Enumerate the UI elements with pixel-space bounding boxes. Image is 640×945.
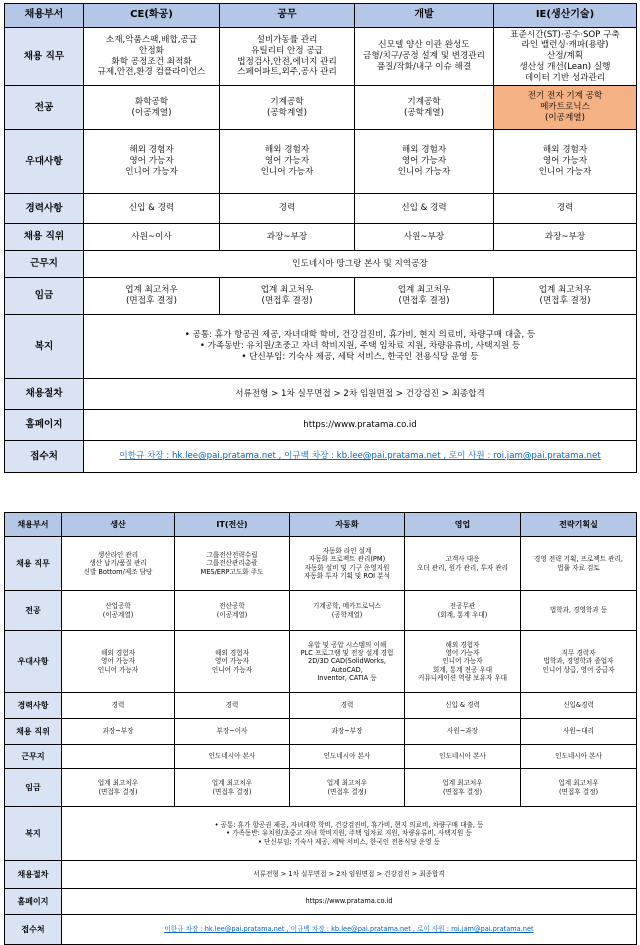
major-row [5,86,637,130]
preference-label: 우대사항 [5,130,84,194]
dept-col-development: 개발 [355,4,494,28]
duty-cell: 고객사 대응 오더 관리, 원가 관리, 투자 관리 [405,537,521,591]
duty-cell: 생산라인 관리 생산 납기/품질 관리 신발 Bottom/제조 담당 [62,537,175,591]
major-cell: 화학공학 (이공계열) [84,86,220,130]
career-row [5,693,637,719]
position-cell: 과장~부장 [62,719,175,745]
career-cell: 경력 [220,194,355,224]
location-row [5,251,637,278]
duty-cell: 소재,악품스팩,배합,공급 안정화 화학 공정조건 최적화 규제,안전,환경 컴플라이언스 [84,28,220,86]
preference-label: 우대사항 [5,631,62,693]
location-value: 인도네시아 땅그랑 본사 및 지역공장 [84,251,637,278]
salary-cell: 업계 최고처우 (면접후 결정) [175,769,290,807]
salary-cell: 업계 최고처우 (면접후 결정) [84,278,220,315]
welfare-row [5,807,637,861]
location-cell: 인도네시아 본사 [521,745,637,769]
major-label: 전공 [5,591,62,631]
preference-cell: 해외 경험자 영어 가능자 인니어 가능자 [494,130,637,194]
career-cell: 신입 & 경력 [84,194,220,224]
career-cell: 신입 & 경력 [405,693,521,719]
major-cell: 기계공학 (공학계열) [355,86,494,130]
contact-label: 접수처 [5,441,84,473]
major-cell: 기계공학 (공학계열) [220,86,355,130]
contact-label: 접수처 [5,915,62,945]
salary-label: 임금 [5,278,84,315]
position-label: 채용 직위 [5,719,62,745]
position-row [5,224,637,251]
preference-cell: 해외 경험자 영어 가능자 인니어 가능자 [62,631,175,693]
preference-cell: 해외 경험자 영어 가능자 인니어 가능자 [175,631,290,693]
welfare-value: • 공통: 휴가 항공권 제공, 자녀대학 학비, 건강검진비, 휴가비, 현지 의료비, 차량구매 대출, 등 • 가족동반: 유치원/초중고 자녀 학비지원, 주택 임차료 지원, 차량유류비, 사택지원 등 • 단신부임: 기숙사 제공, 세탁 서비스, 한국인 전용식당 운영 등 [84,315,637,379]
dept-col-it: IT(전산) [175,513,290,537]
homepage-link[interactable]: https://www.pratama.co.id [62,889,637,915]
duty-cell: 경영 전략 기획, 프로젝트 관리, 법률 자료 검토 [521,537,637,591]
salary-cell: 업계 최고처우 (면접후 결정) [290,769,405,807]
contact-row [5,441,637,473]
dept-col-ie: IE(생산기술) [494,4,637,28]
salary-row [5,769,637,807]
position-cell: 과장~부장 [290,719,405,745]
position-cell: 사원~대리 [521,719,637,745]
duty-cell: 설비가동률 관리 유틸리티 안정 공급 법정검사,안전,에너지 관리 스페어파트,외주,공사 관리 [220,28,355,86]
location-row [5,745,637,769]
career-cell: 경력 [175,693,290,719]
duty-cell: 자동화 라인 설계 자동화 프로젝트 관리(PM) 자동화 설비 및 기구 운영지원 자동화 투자 기획 및 ROI 분석 [290,537,405,591]
location-cell: 인도네시아 본사 [290,745,405,769]
position-cell: 부장~이사 [175,719,290,745]
preference-cell: 해외 경험자 영어 가능자 인니어 가능자 [220,130,355,194]
header-row [5,4,637,28]
major-row [5,591,637,631]
major-cell: 산업공학 (이공계열) [62,591,175,631]
duty-label: 채용 직무 [5,537,62,591]
position-cell: 사원~과장 [405,719,521,745]
process-value: 서류전형 > 1차 실무면접 > 2차 임원면접 > 건강검진 > 최종합격 [62,861,637,889]
duty-cell: 그룹전산전략수립 그룹전산관리총괄 MES/ERP고도화 주도 [175,537,290,591]
major-cell: 법학과, 경영학과 등 [521,591,637,631]
location-cell [62,745,175,769]
duty-row [5,537,637,591]
process-label: 채용절차 [5,861,62,889]
preference-row [5,130,637,194]
duty-label: 채용 직무 [5,28,84,86]
recruitment-table-1 [4,3,637,473]
process-label: 채용절차 [5,379,84,410]
location-cell: 인도네시아 본사 [405,745,521,769]
career-cell: 경력 [62,693,175,719]
dept-col-sales: 영업 [405,513,521,537]
welfare-value: • 공통: 휴가 항공권 제공, 자녀대학 학비, 건강검진비, 휴가비, 현지 의료비, 차량구매 대출, 등 • 가족동반: 유치원/초중고 자녀 학비지원, 주택 임차료 지원, 차량유류비, 사택지원 등 • 단신부임: 기숙사 제공, 세탁 서비스, 한국인 전용식당 운영 등 [62,807,637,861]
homepage-label: 홈페이지 [5,889,62,915]
recruitment-table-2 [4,512,637,945]
career-label: 경력사항 [5,693,62,719]
welfare-label: 복지 [5,315,84,379]
major-cell-highlight: 전기 전자 기계 공학 메카트로닉스 (이공계열) [494,86,637,130]
location-label: 근무지 [5,251,84,278]
welfare-label: 복지 [5,807,62,861]
dept-col-production: 생산 [62,513,175,537]
header-row [5,513,637,537]
career-cell: 경력 [494,194,637,224]
dept-col-strategy: 전략기획실 [521,513,637,537]
welfare-row [5,315,637,379]
major-cell: 기계공학, 메카트로닉스 (공학계열) [290,591,405,631]
preference-cell: 유압 및 공압 시스템의 이해 PLC 프로그램 및 전장 설계 경험 2D/3D CAD(SolidWorks, AutoCAD, Inventor, CATIA 등 [290,631,405,693]
salary-row [5,278,637,315]
salary-label: 임금 [5,769,62,807]
preference-cell: 해외 경험자 영어 가능자 인니어 가능자 회계, 통계 전공 우대 커뮤니케이션 역량 보유자 우대 [405,631,521,693]
position-cell: 과장~부장 [494,224,637,251]
salary-cell: 업계 최고처우 (면접후 결정) [220,278,355,315]
salary-cell: 업계 최고처우 (면접후 결정) [405,769,521,807]
career-row [5,194,637,224]
process-value: 서류전형 > 1차 실무면접 > 2차 임원면접 > 건강검진 > 최종합격 [84,379,637,410]
dept-col-automation: 자동화 [290,513,405,537]
position-cell: 사원~부장 [355,224,494,251]
career-cell: 신입&경력 [521,693,637,719]
salary-cell: 업계 최고처우 (면접후 결정) [62,769,175,807]
location-cell: 인도네시아 본사 [175,745,290,769]
dept-header: 채용부서 [5,513,62,537]
contact-emails[interactable]: 이한규 차장 : hk.lee@pai.pratama.net , 이규백 차장 : kb.lee@pai.pratama.net , 로이 사원 : roi.jam@pai.pratama.net [84,441,637,473]
homepage-label: 홈페이지 [5,410,84,441]
career-label: 경력사항 [5,194,84,224]
dept-col-ce: CE(화공) [84,4,220,28]
duty-cell: 신모델 양산 이관 완성도 금형/치구/공정 설계 및 변경관리 품질/작화/내구 이슈 해결 [355,28,494,86]
major-cell: 전공무관 (회계, 통계 우대) [405,591,521,631]
position-label: 채용 직위 [5,224,84,251]
contact-row [5,915,637,945]
position-cell: 사원~이사 [84,224,220,251]
dept-col-maintenance: 공무 [220,4,355,28]
preference-row [5,631,637,693]
preference-cell: 해외 경험자 영어 가능자 인니어 가능자 [84,130,220,194]
duty-row [5,28,637,86]
salary-cell: 업계 최고처우 (면접후 결정) [355,278,494,315]
salary-cell: 업계 최고처우 (면접후 결정) [494,278,637,315]
process-row [5,379,637,410]
major-label: 전공 [5,86,84,130]
process-row [5,861,637,889]
major-cell: 전산공학 (이공계열) [175,591,290,631]
homepage-link[interactable]: https://www.pratama.co.id [84,410,637,441]
preference-cell: 해외 경험자 영어 가능자 인니어 가능자 [355,130,494,194]
homepage-row [5,410,637,441]
salary-cell: 업계 최고처우 (면접후 결정) [521,769,637,807]
position-cell: 과장~부장 [220,224,355,251]
career-cell: 경력 [290,693,405,719]
career-cell: 신입 & 경력 [355,194,494,224]
position-row [5,719,637,745]
preference-cell: 직무 경력자 법학과, 경영학과 졸업자 인니어 상급, 영어 중급자 [521,631,637,693]
dept-header: 채용부서 [5,4,84,28]
homepage-row [5,889,637,915]
contact-emails[interactable]: 이한규 차장 : hk.lee@pai.pratama.net , 이규백 차장 : kb.lee@pai.pratama.net , 로이 사원 : roi.jam@pai.pratama.net [62,915,637,945]
duty-cell: 표준시간(ST)·공수·SOP 구축 라인 밸런싱·캐파(용량) 산정/계획 생산성 개선(Lean) 실행 데이터 기반 성과관리 [494,28,637,86]
location-label: 근무지 [5,745,62,769]
